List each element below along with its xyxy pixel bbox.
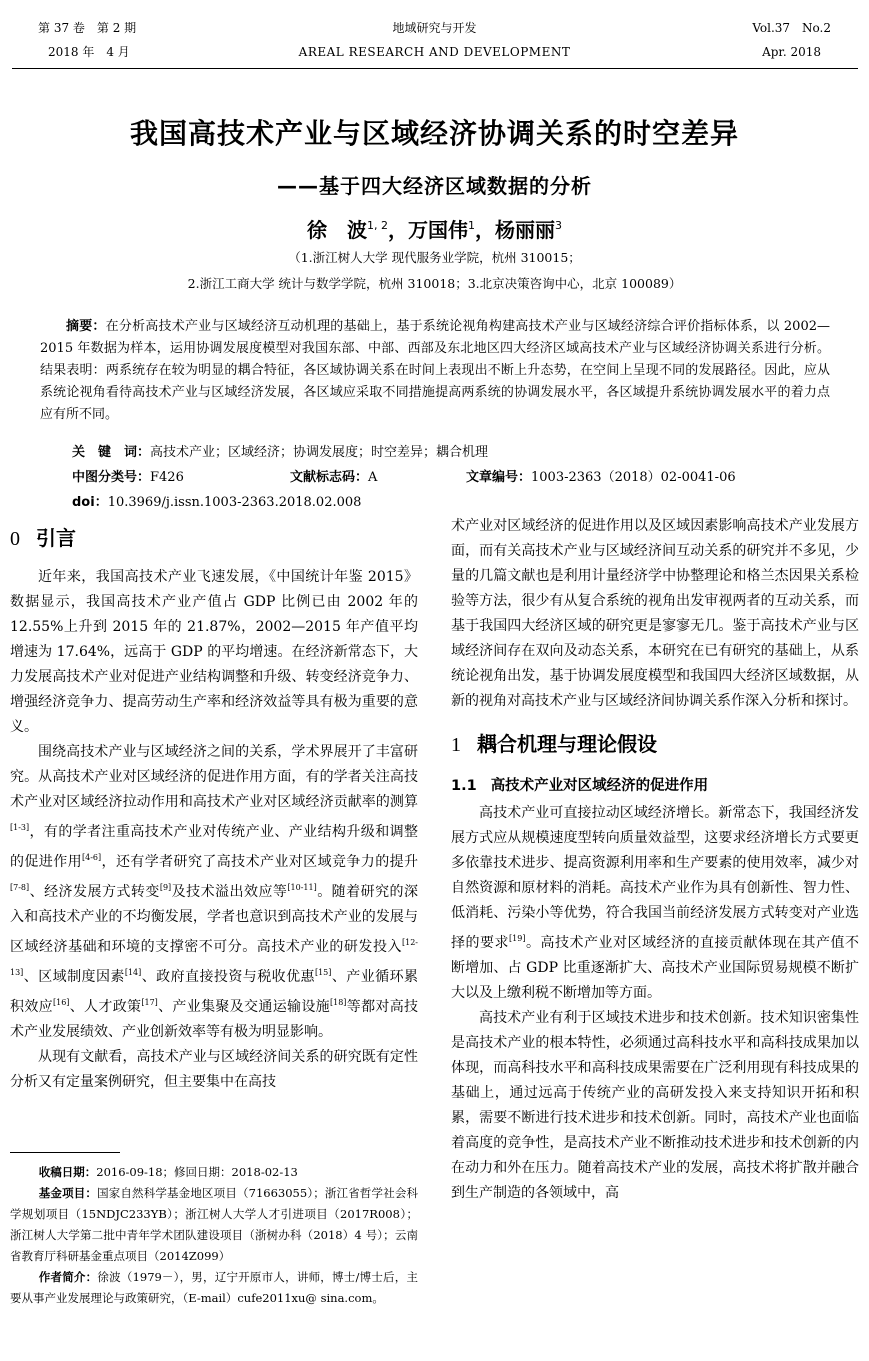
journal-name-cn: 地域研究与开发: [392, 21, 477, 35]
section-0-heading: [10, 512, 418, 565]
citation[interactable]: [10-11]: [287, 883, 317, 892]
author-bio: 作者简介：徐波（1979－），男，辽宁开原市人，讲师，博士/博士后，主要从事产业发展理论与政策研究，（E-mail）cufe2011xu@ sina.com。: [10, 1270, 419, 1305]
doi-label: doi：: [72, 495, 108, 510]
left-column: [10, 512, 418, 1095]
paragraph: 从现有文献看，高技术产业与区域经济间关系的研究既有定性分析又有定量案例研究，但主要集中在高技: [10, 1049, 418, 1090]
paper-subtitle: ——基于四大经济区域数据的分析: [277, 174, 592, 198]
article-number-value: 1003-2363（2018）02-0041-06: [531, 470, 736, 485]
citation[interactable]: [19]: [509, 934, 526, 943]
abstract: [40, 316, 830, 426]
author-3-affil: 3: [555, 219, 562, 232]
section-title: 耦合机理与理论假设: [477, 732, 657, 756]
subsection-number: 1.1: [451, 778, 477, 794]
doi: [72, 492, 361, 514]
section-title: 引言: [36, 526, 76, 550]
clc-number: [72, 467, 184, 489]
clc-label: 中图分类号：: [72, 470, 151, 485]
volume-issue-en: Vol.37 No.2: [752, 21, 831, 35]
subsection-title: 高技术产业对区域经济的促进作用: [490, 778, 709, 794]
affiliation-line-2: 2.浙江工商大学 统计与数学学院，杭州 310018；3.北京决策咨询中心，北京 100089）: [187, 276, 682, 291]
author-separator: ，: [475, 218, 495, 242]
citation[interactable]: [17]: [141, 998, 158, 1007]
paragraph: 高技术产业有利于区域技术进步和技术创新。技术知识密集性是高技术产业的根本特性，必须通过高科技水平和高科技成果加以体现，而高科技水平和高科技成果需要在广泛利用现有科技成果的基础上，通过远高于传统产业的高研发投入来支持知识开拓和积累，需要不断进行技术进步和技术创新。同时，高技术产业也面临着高度的竞争性，是高技术产业不断推动技术进步和技术创新的内在动力和外在压力。随着高技术产业的发展，高技术将扩散并融合到生产制造的各领域中，高: [451, 1010, 859, 1201]
keywords-text: 高技术产业；区域经济；协调发展度；时空差异；耦合机理: [150, 445, 489, 460]
section-number: 0: [10, 528, 20, 550]
section-number: 1: [451, 734, 461, 756]
funding-info: 基金项目：国家自然科学基金地区项目（71663055）；浙江省哲学社会科学规划项目（15NDJC233YB）；浙江树人大学人才引进项目（2017R008）；浙江树人大学第二批中青年学术团队建设项目（浙树办科（2018）4 号）；云南省教育厅科研基金重点项目（2014Z099）: [10, 1186, 419, 1263]
document-code-label: 文献标志码：: [290, 470, 369, 485]
footnote-block: [10, 1162, 418, 1309]
citation[interactable]: [15]: [314, 968, 332, 977]
citation[interactable]: [14]: [124, 968, 142, 977]
keywords: [72, 442, 488, 464]
date-en: Apr. 2018: [762, 45, 821, 59]
paper-title: 我国高技术产业与区域经济协调关系的时空差异: [129, 117, 739, 150]
header-rule: [12, 68, 858, 69]
keywords-label: 关 键 词：: [72, 445, 151, 460]
citation[interactable]: [16]: [52, 998, 70, 1007]
author-separator: ，: [388, 218, 408, 242]
author-2-affil: 1: [468, 219, 475, 232]
clc-value: F426: [150, 470, 184, 485]
subsection-1-1-heading: [451, 771, 859, 801]
paragraph: 高技术产业可直接拉动区域经济增长。新常态下，我国经济发展方式应从规模速度型转向质量效益型，这要求经济增长方式要更多依靠技术进步、提高资源利用率和生产要素的使用效率，减少对自然资源和原材料的消耗。高技术产业作为具有创新性、智力性、低消耗、污染小等优势，符合我国当前经济发展方式转变对产业选择的要求[19]。高技术产业对区域经济的直接贡献体现在其产值不断增加、占 GDP 比重逐渐扩大、高技术产业国际贸易规模不断扩大以及上缴利税不断增加等方面。: [451, 805, 860, 1001]
running-header: [0, 0, 869, 72]
article-number-label: 文章编号：: [466, 470, 532, 485]
affiliation-line-1: （1.浙江树人大学 现代服务业学院，杭州 310015；: [288, 250, 581, 265]
document-code: [290, 467, 377, 489]
author-2: 万国伟: [408, 218, 468, 242]
abstract-label: 摘要：: [66, 319, 106, 334]
author-1-affil: 1, 2: [367, 219, 388, 232]
author-3: 杨丽丽: [495, 218, 555, 242]
paragraph: 术产业对区域经济的促进作用以及区域因素影响高技术产业发展方面，而有关高技术产业与区域经济间互动关系的研究并不多见，少量的几篇文献也是利用计量经济学中协整理论和格兰杰因果关系检验等方法，很少有从复合系统的视角出发审视两者的互动关系，而基于我国四大经济区域的研究更是寥寥无几。鉴于高技术产业与区域经济间存在双向及动态关系，本研究在已有研究的基础上，从系统论视角出发，基于协调发展度模型和我国四大经济区域数据，从新的视角对高技术产业与区域经济间协调关系作深入分析和探讨。: [451, 518, 859, 709]
citation[interactable]: [12-13]: [10, 938, 418, 977]
doi-value[interactable]: 10.3969/j.issn.1003-2363.2018.02.008: [107, 495, 362, 510]
citation[interactable]: [4-6]: [82, 853, 102, 862]
section-1-heading: [451, 718, 859, 771]
date-cn: 2018 年 4 月: [48, 45, 130, 59]
document-code-value: A: [368, 470, 378, 485]
article-number: [466, 467, 736, 489]
author-line: [0, 214, 869, 243]
citation[interactable]: [7-8]: [10, 883, 30, 892]
journal-name-en: AREAL RESEARCH AND DEVELOPMENT: [298, 45, 571, 59]
received-date: 收稿日期：2016-09-18；修回日期：2018-02-13: [38, 1165, 298, 1179]
citation[interactable]: [18]: [330, 998, 347, 1007]
abstract-text: 在分析高技术产业与区域经济互动机理的基础上，基于系统论视角构建高技术产业与区域经济综合评价指标体系，以 2002—2015 年数据为样本，运用协调发展度模型对我国东部、中部、西部及东北地区四大经济区域高技术产业与区域经济协调关系进行分析。结果表明：两系统存在较为明显的耦合特征，各区域协调关系在时间上表现出不断上升态势，在空间上呈现不同的发展路径。因此，应从系统论视角看待高技术产业与区域经济发展，各区域应采取不同措施提高两系统的协调发展水平，各区域提升系统协调发展水平的着力点应有所不同。: [40, 319, 830, 422]
author-1: 徐 波: [307, 218, 367, 242]
footnote-rule: [10, 1152, 120, 1153]
right-column: [451, 514, 859, 1206]
citation[interactable]: [9]: [159, 883, 172, 892]
paragraph: 近年来，我国高技术产业飞速发展，《中国统计年鉴 2015》数据显示，我国高技术产业产值占 GDP 比例已由 2002 年的 12.55%上升到 2015 年的 21.87%，2002—2015 年产值平均增速为 17.64%，远高于 GDP 的平均增速。在经济新常态下，大力发展高技术产业对促进产业结构调整和升级、转变经济竞争力、增强经济竞争力、提高劳动生产率和经济效益等具有极为重要的意义。: [10, 569, 418, 735]
paragraph: 围绕高技术产业与区域经济之间的关系，学术界展开了丰富研究。从高技术产业对区域经济的促进作用方面，有的学者关注高技术产业对区域经济拉动作用和高技术产业对区域经济贡献率的测算[1-3]，有的学者注重高技术产业对传统产业、产业结构升级和调整的促进作用[4-6]，还有学者研究了高技术产业对区域竞争力的提升[7-8]、经济发展方式转变[9]及技术溢出效应等[10-11]。随着研究的深入和高技术产业的不均衡发展，学者也意识到高技术产业的发展与区域经济基础和环境的支撑密不可分。高技术产业的研发投入[12-13]、区域制度因素[14]、政府直接投资与税收优惠[15]、产业循环累积效应[16]、人才政策[17]、产业集聚及交通运输设施[18]等都对高技术产业发展绩效、产业创新效率等有极为明显影响。: [10, 744, 419, 1040]
volume-issue-cn: 第 37 卷 第 2 期: [38, 21, 137, 35]
citation[interactable]: [1-3]: [10, 823, 30, 832]
